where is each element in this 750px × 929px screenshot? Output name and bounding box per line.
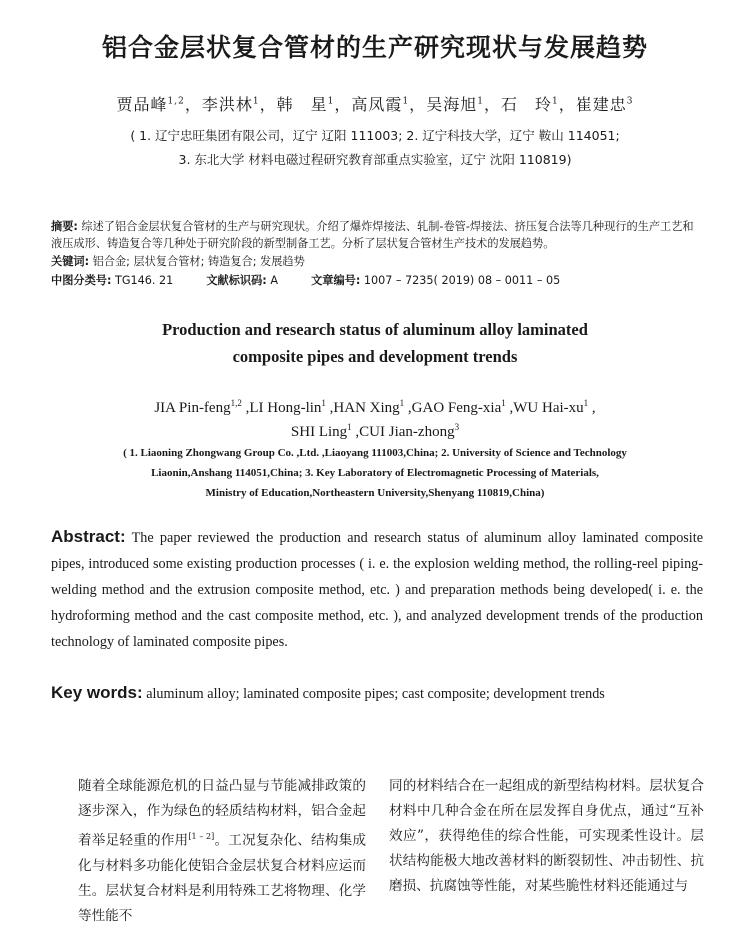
english-keywords: [51, 681, 703, 706]
article-number-value: 1007 – 7235( 2019) 08 – 0011 – 05: [363, 274, 561, 287]
english-abstract: [51, 524, 703, 655]
english-author-affiliation-mark: 1: [399, 398, 405, 408]
clc-label: 中图分类号:: [51, 274, 112, 287]
english-authors-line-1: JIA Pin-feng$^{1,2}$ ,LI Hong-lin$^1$ ,HAN Xing$^1$ ,GAO Feng-xia$^1$ ,WU Hai-$xu^1$ ,: [154, 398, 596, 416]
english-author-affiliation-mark: 1: [501, 398, 506, 408]
body-paragraph-left: [51, 774, 366, 929]
english-title-line-2: composite pipes and development trends: [232, 347, 518, 366]
classification-line: [51, 272, 560, 288]
english-abstract-text: The paper reviewed the production and research status of aluminum alloy laminated composite pipes, introduced some existing production processes ( i. e. the explosion welding method, the rolling-reel piping-welding method and the extrusion composite method, etc. ) and preparation methods being developed( i. e. the hydroforming method and the cast composite method, etc. ), and analyzed development trends of the production technology of laminated composite pipes.: [51, 530, 703, 650]
english-author-name: CUI Jian-zhong: [359, 424, 455, 440]
chinese-author-name: 吴海旭: [426, 95, 478, 114]
chinese-author-name: 崔建忠: [575, 95, 627, 114]
english-author-affiliation-mark: 1: [347, 422, 352, 432]
chinese-author-affiliation-mark: 1: [327, 96, 335, 107]
english-keywords-label: Key words:: [51, 683, 143, 702]
english-title-line-1: Production and research status of aluminum alloy laminated: [162, 320, 588, 339]
chinese-author-name: 贾品峰: [116, 95, 168, 114]
chinese-affiliation-line-2: 3. 东北大学 材料电磁过程研究教育部重点实验室，辽宁 沈阳 110819): [178, 152, 572, 167]
english-author-name: WU Hai-xu: [513, 400, 584, 416]
chinese-keywords-text: 铝合金; 层状复合管材; 铸造复合; 发展趋势: [92, 255, 305, 268]
english-author-affiliation-mark: 1: [583, 398, 589, 408]
chinese-author-name: 高凤霞: [351, 95, 403, 114]
english-authors-line-2: SHI Ling$^1$ ,CUI Jian-zhong$^3$: [290, 422, 460, 440]
chinese-author-name: 石 玲: [500, 95, 552, 114]
chinese-author-affiliation-mark: 1,2: [167, 96, 185, 107]
chinese-affiliation-line-1: ( 1. 辽宁忠旺集团有限公司，辽宁 辽阳 111003; 2. 辽宁科技大学，辽宁 鞍山 114051;: [130, 128, 620, 143]
english-title: [0, 316, 750, 370]
chinese-author-affiliation-mark: 1: [402, 96, 410, 107]
chinese-author-name: 韩 星: [276, 95, 328, 114]
chinese-author-affiliation-mark: 3: [626, 96, 634, 107]
english-affiliation-line-1: ( 1. Liaoning Zhongwang Group Co. ,Ltd. ,Liaoyang 111003,China; 2. University of Science and Technology: [123, 447, 627, 459]
chinese-abstract-label: 摘要:: [51, 220, 78, 233]
chinese-authors: 贾品峰$^{1,2}$，李洪林$^1$，韩 星$^1$，高凤霞$^1$，吴海旭$^1$，石 玲$^1$，崔建忠$^3$: [116, 95, 634, 114]
chinese-keywords-label: 关键词:: [51, 255, 90, 268]
english-author-affiliation-mark: 1,2: [230, 398, 242, 408]
chinese-abstract-text: 综述了铝合金层状复合管材的生产与研究现状。介绍了爆炸焊接法、轧制-卷管-焊接法、挤压复合法等几种现行的生产工艺和液压成形、铸造复合等几种处于研究阶段的新型制备工艺。分析了层状复合管材生产技术的发展趋势。: [51, 220, 694, 250]
chinese-abstract: [51, 218, 701, 252]
chinese-author-affiliation-mark: 1: [551, 96, 559, 107]
chinese-author-name: 李洪林: [201, 95, 253, 114]
body-column-left: [51, 774, 366, 929]
english-affiliation-line-2: Liaonin,Anshang 114051,China; 3. Key Laboratory of Electromagnetic Processing of Materials,: [151, 467, 599, 479]
doc-code-value: A: [270, 274, 278, 287]
english-author-name: LI Hong-lin: [249, 400, 322, 416]
body-left-text-2: 。工况复杂化、结构集成化与材料多功能化使铝合金层状复合材料应运而生。层状复合材料是利用特殊工艺将物理、化学等性能不: [78, 832, 367, 924]
clc-value: TG146. 21: [114, 274, 174, 287]
english-author-name: SHI Ling: [290, 424, 348, 440]
doc-code-label: 文献标识码:: [206, 274, 267, 287]
chinese-author-affiliation-mark: 1: [252, 96, 260, 107]
english-affiliation-line-3: Ministry of Education,Northeastern University,Shenyang 110819,China): [205, 487, 545, 499]
english-author-name: HAN Xing: [333, 400, 400, 416]
chinese-title: 铝合金层状复合管材的生产研究现状与发展趋势: [101, 33, 648, 62]
english-author-name: GAO Feng-xia: [411, 400, 502, 416]
english-author-name: JIA Pin-feng: [154, 400, 231, 416]
chinese-keywords: [51, 253, 305, 269]
english-abstract-label: Abstract:: [51, 527, 126, 546]
article-number-label: 文章编号:: [311, 274, 361, 287]
english-author-affiliation-mark: 1: [321, 398, 326, 408]
body-paragraph-right: 同的材料结合在一起组成的新型结构材料。层状复合材料中几种合金在所在层发挥自身优点，通过“互补效应”，获得绝佳的综合性能，可实现柔性设计。层状结构能极大地改善材料的断裂韧性、冲击韧性、抗磨损、抗腐蚀等性能，对某些脆性材料还能通过与: [389, 778, 704, 894]
citation-ref: [1 – 2]: [188, 832, 215, 841]
english-author-affiliation-mark: 3: [454, 422, 460, 432]
body-column-right: [389, 774, 704, 899]
chinese-author-affiliation-mark: 1: [477, 96, 484, 107]
english-keywords-text: aluminum alloy; laminated composite pipes; cast composite; development trends: [146, 686, 605, 702]
body-left-text-1: 随着全球能源危机的日益凸显与节能减排政策的逐步深入，作为绿色的轻质结构材料，铝合金起着举足轻重的作用: [78, 778, 366, 849]
